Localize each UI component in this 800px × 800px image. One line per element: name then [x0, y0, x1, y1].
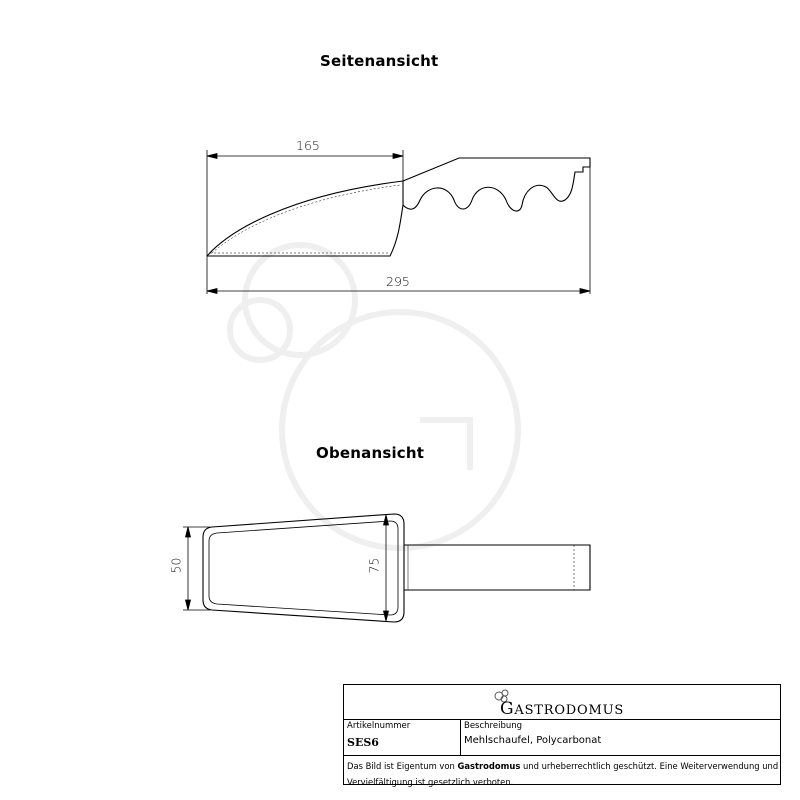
dimension-scoop-length: 165 [296, 138, 320, 153]
title-block-separator [344, 739, 780, 756]
side-view-title: Seitenansicht [320, 52, 439, 70]
title-block-logo-row [344, 685, 780, 720]
top-view-title: Obenansicht [316, 444, 425, 462]
copyright-notice [347, 758, 779, 790]
article-number-label: Artikelnummer [347, 721, 411, 731]
title-block [343, 684, 781, 785]
copyright-notice-brand: Gastrodomus [457, 761, 521, 771]
side-view-dimension-lines [207, 150, 590, 294]
brand-logo-text: GASTRODOMUS [500, 699, 625, 719]
copyright-notice-part1: Das Bild ist Eigentum von [347, 761, 458, 771]
dimension-handle-width: 50 [168, 557, 184, 574]
dimension-total-length: 295 [386, 274, 410, 289]
copyright-notice-part2: und urheberrechtlich geschützt. Eine Weiterverwendung und Vervielfältigung ist gesetzlich verboten. [347, 761, 779, 787]
side-view-outline [207, 158, 590, 256]
article-number-value: SES6 [347, 736, 379, 749]
description-value: Mehlschaufel, Polycarbonat [464, 735, 602, 746]
watermark-logo [230, 245, 518, 548]
top-view-outline [203, 514, 590, 622]
description-label: Beschreibung [464, 721, 523, 731]
dimension-scoop-width: 75 [366, 557, 382, 574]
top-view-dimension-lines [183, 515, 389, 621]
